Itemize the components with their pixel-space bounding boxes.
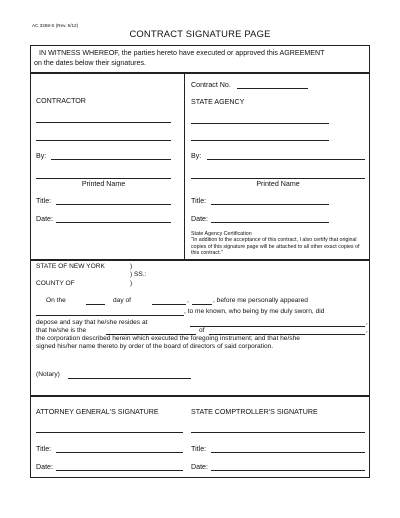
agency-printed-name-line[interactable] [191,178,365,179]
contract-no-label: Contract No. [191,81,231,89]
witness-text-line2: on the dates below their signatures. [34,59,146,67]
state-of-label: STATE OF NEW YORK [36,263,105,270]
contractor-date-line[interactable] [56,222,171,223]
contractor-printed-name-line[interactable] [36,178,171,179]
form-id: AC 3268-S (Rev. 5/12) [32,23,79,28]
certification-text: "In addition to the acceptance of this contract, I also certify that original copies of this signature page will be attached to all other exact copies of this contract." [191,237,360,257]
witness-box [30,45,370,73]
column-divider [184,74,185,261]
that-is-text: that he/she is the [36,327,87,334]
witness-text-line1: IN WITNESS WHEREOF, the parties hereto have executed or approved this AGREEMENT [39,49,325,57]
state-comptroller-title-label: Title: [191,445,207,453]
state-comptroller-title-line[interactable] [211,452,365,453]
month-line[interactable] [152,304,186,305]
contractor-date-label: Date: [36,215,53,223]
comma-text: , [187,297,189,304]
notary-box [30,260,370,396]
page-title: CONTRACT SIGNATURE PAGE [129,28,271,39]
state-comptroller-signature-line[interactable] [191,432,365,433]
agency-name-line-2[interactable] [191,140,329,141]
agency-date-label: Date: [191,215,208,223]
day-line[interactable] [86,304,105,305]
state-comptroller-date-line[interactable] [211,470,365,471]
notary-signature-line[interactable] [68,378,191,379]
residence-comma: , [366,319,368,326]
contractor-name-line-1[interactable] [36,122,171,123]
agency-title-label: Title: [191,197,207,205]
attorney-general-title-label: Title: [36,445,52,453]
attorney-general-date-label: Date: [36,463,53,471]
contractor-name-line-2[interactable] [36,140,171,141]
of-label: of [199,327,205,334]
agency-printed-name-label: Printed Name [256,180,300,188]
county-of-label: COUNTY OF [36,280,75,287]
certification-heading: State Agency Certification [191,231,252,237]
contractor-heading: CONTRACTOR [36,97,86,105]
contractor-signature-line[interactable] [51,159,171,160]
agency-title-line[interactable] [211,204,329,205]
year-line[interactable] [192,304,212,305]
corporation-comma: , [366,327,368,334]
contractor-title-line[interactable] [56,204,171,205]
attorney-general-signature-line[interactable] [36,432,183,433]
attorney-general-date-line[interactable] [56,470,183,471]
on-the-text: On the [46,297,66,304]
attorney-general-title-line[interactable] [56,452,183,453]
ss-label: ) SS.: [130,271,147,278]
agency-date-line[interactable] [211,222,329,223]
agency-name-line-1[interactable] [191,123,329,124]
corporation-line-2: signed his/her name thereto by order of the board of directors of said corporation. [36,343,274,350]
appeared-name-line[interactable] [36,315,184,316]
approvals-box [30,396,370,478]
contractor-printed-name-label: Printed Name [81,180,126,188]
known-text: , to me known, who being by me duly sworn, did [184,308,325,315]
state-agency-heading: STATE AGENCY [191,98,245,106]
day-of-text: day of [113,297,131,304]
attorney-general-heading: ATTORNEY GENERAL'S SIGNATURE [36,408,159,416]
notary-label: (Notary) [36,371,60,378]
agency-by-label: By: [191,152,202,160]
contract-no-line[interactable] [237,88,308,89]
depose-text: depose and say that he/she resides at [36,319,148,326]
before-text: , before me personally appeared [213,297,308,304]
agency-signature-line[interactable] [207,159,365,160]
parties-box [30,73,370,260]
state-comptroller-date-label: Date: [191,463,208,471]
residence-line[interactable] [190,326,365,327]
contractor-title-label: Title: [36,197,52,205]
state-comptroller-heading: STATE COMPTROLLER'S SIGNATURE [191,408,318,416]
contractor-by-label: By: [36,152,47,160]
paren-2: ) [130,280,133,287]
corporation-line-1: the corporation described herein which executed the foregoing instrument; and that he/she [36,335,300,342]
paren-1: ) [130,263,133,270]
